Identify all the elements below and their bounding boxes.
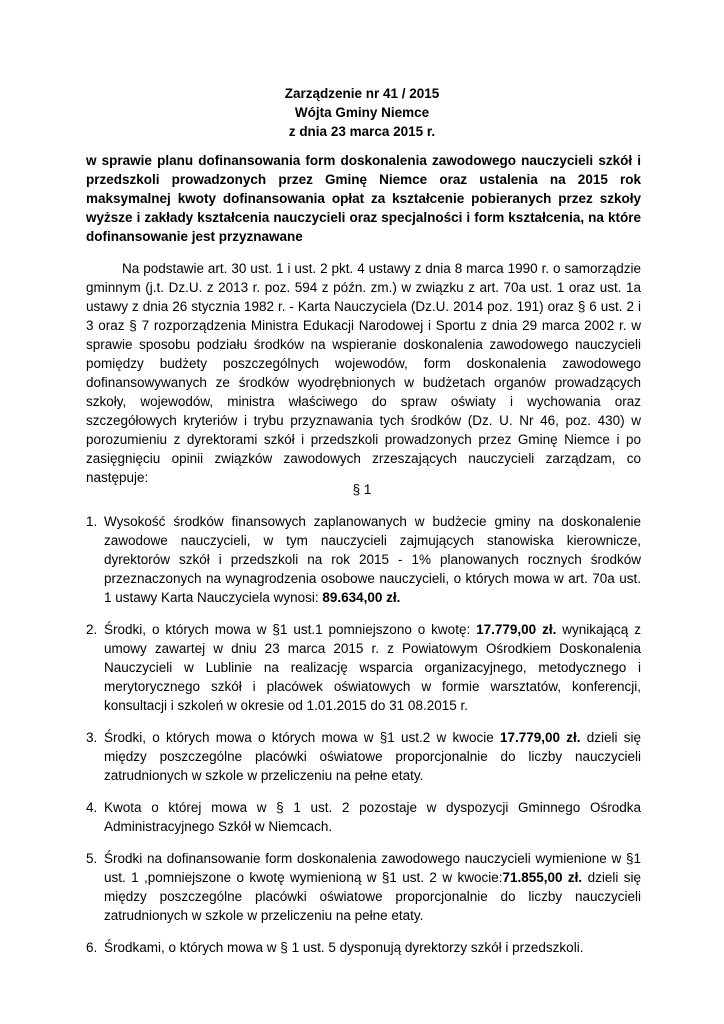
item-text: Środkami, o których mowa w § 1 ust. 5 dysponują dyrektorzy szkół i przedszkoli. [104,940,584,955]
ordinance-subject: w sprawie planu dofinansowania form doskonalenia zawodowego nauczycieli szkół i przedszkoli prowadzonych przez Gminę Niemce oraz ustalenia na 2015 rok maksymalnej kwoty dofinansowania opłat za kształcenie pobieranych przez szkoły wyższe i zakłady kształcenia nauczycieli oraz specjalności i form kształcenia, na które dofinansowanie jest przyznawane [86,153,641,244]
item-number: 3. [86,730,98,745]
ordinance-number: Zarządzenie nr 41 / 2015 [284,86,440,101]
item-number: 1. [86,514,98,529]
item-text: Środki, o których mowa o których mowa w §1 ust.2 w kwocie [104,730,500,745]
item-amount: 71.855,00 zł. [502,870,583,885]
item-number: 2. [86,622,98,637]
item-text: Kwota o której mowa w § 1 ust. 2 pozostaje w dyspozycji Gminnego Ośrodka Administracyjnego Szkół w Niemcach. [104,800,641,834]
list-item [86,620,641,715]
item-text: Środki na dofinansowanie form doskonalenia zawodowego nauczycieli wymienione w §1 ust. 1 ,pomniejszone o kwotę wymienioną w §1 ust. 2 w kwocie: [104,851,641,885]
item-text: Środki, o których mowa w §1 ust.1 pomniejszono o kwotę: [104,622,477,637]
item-number: 6. [86,940,98,955]
list-item [86,798,641,836]
item-amount: 17.779,00 zł. [476,622,557,637]
item-text-cont: dzieli się między poszczególne placówki oświatowe proporcjonalnie do liczby nauczycieli zatrudnionych w szkole w przeliczeniu na pełne etaty. [104,870,641,923]
issuer: Wójta Gminy Niemce [294,105,430,120]
item-number: 5. [86,851,98,866]
legal-basis-paragraph: Na podstawie art. 30 ust. 1 i ust. 2 pkt. 4 ustawy z dnia 8 marca 1990 r. o samorządzie gminnym (j.t. Dz.U. z 2013 r. poz. 594 z późn. zm.) w związku z art. 70a ust. 1 oraz ust. 1a ustawy z dnia 26 stycznia 1982 r. - Karta Nauczyciela (Dz.U. 2014 poz. 191) oraz § 6 ust. 2 i 3 oraz § 7 rozporządzenia Ministra Edukacji Narodowej i Sportu z dnia 29 marca 2002 r. w sprawie sposobu podziału środków na wspieranie doskonalenia zawodowego nauczycieli pomiędzy budżety poszczególnych wojewodów, form doskonalenia zawodowego dofinansowywanych ze środków wyodrębnionych w budżetach organów prowadzących szkoły, wojewodów, ministra właściwego do spraw oświaty i wychowania oraz szczegółowych kryteriów i trybu przyznawania tych środków (Dz. U. Nr 46, poz. 430) w porozumieniu z dyrektorami szkół i przedszkoli prowadzonych przez Gminę Niemce i po zasięgnięciu opinii związków zawodowych zrzeszających nauczycieli zarządzam, co następuje: [86,261,641,485]
list-item [86,512,641,607]
item-amount: 17.779,00 zł. [499,730,581,745]
item-text: Wysokość środków finansowych zaplanowanych w budżecie gminy na doskonalenie zawodowe nauczycieli, w tym nauczycieli zajmujących stanowiska kierownicze, dyrektorów szkół i przedszkoli na rok 2015 - 1% planowanych rocznych środków przeznaczonych na wynagrodzenia osobowe nauczycieli, o których mowa w art. 70a ust. 1 ustawy Karta Nauczyciela wynosi: [104,514,641,605]
item-amount: 89.634,00 zł. [322,590,401,605]
provisions-list [86,512,641,957]
item-text-cont: wynikającą z umowy zawartej w dniu 23 marca 2015 r. z Powiatowym Ośrodkiem Doskonalenia Nauczycieli w Lublinie na realizację wsparcia organizacyjnego, metodycznego i merytorycznego szkół i placówek oświatowych w formie warsztatów, konferencji, konsultacji i szkoleń w okresie od 1.01.2015 do 31 08.2015 r. [104,622,641,713]
item-text-cont: dzieli się między poszczególne placówki oświatowe proporcjonalnie do liczby nauczycieli zatrudnionych w szkole w przeliczeniu na pełne etaty. [104,730,641,783]
document-header [0,84,724,141]
list-item [86,728,641,785]
list-item [86,849,641,925]
list-item [86,938,641,957]
item-number: 4. [86,800,98,815]
issue-date: z dnia 23 marca 2015 r. [288,124,436,139]
section-heading: § 1 [352,482,372,497]
